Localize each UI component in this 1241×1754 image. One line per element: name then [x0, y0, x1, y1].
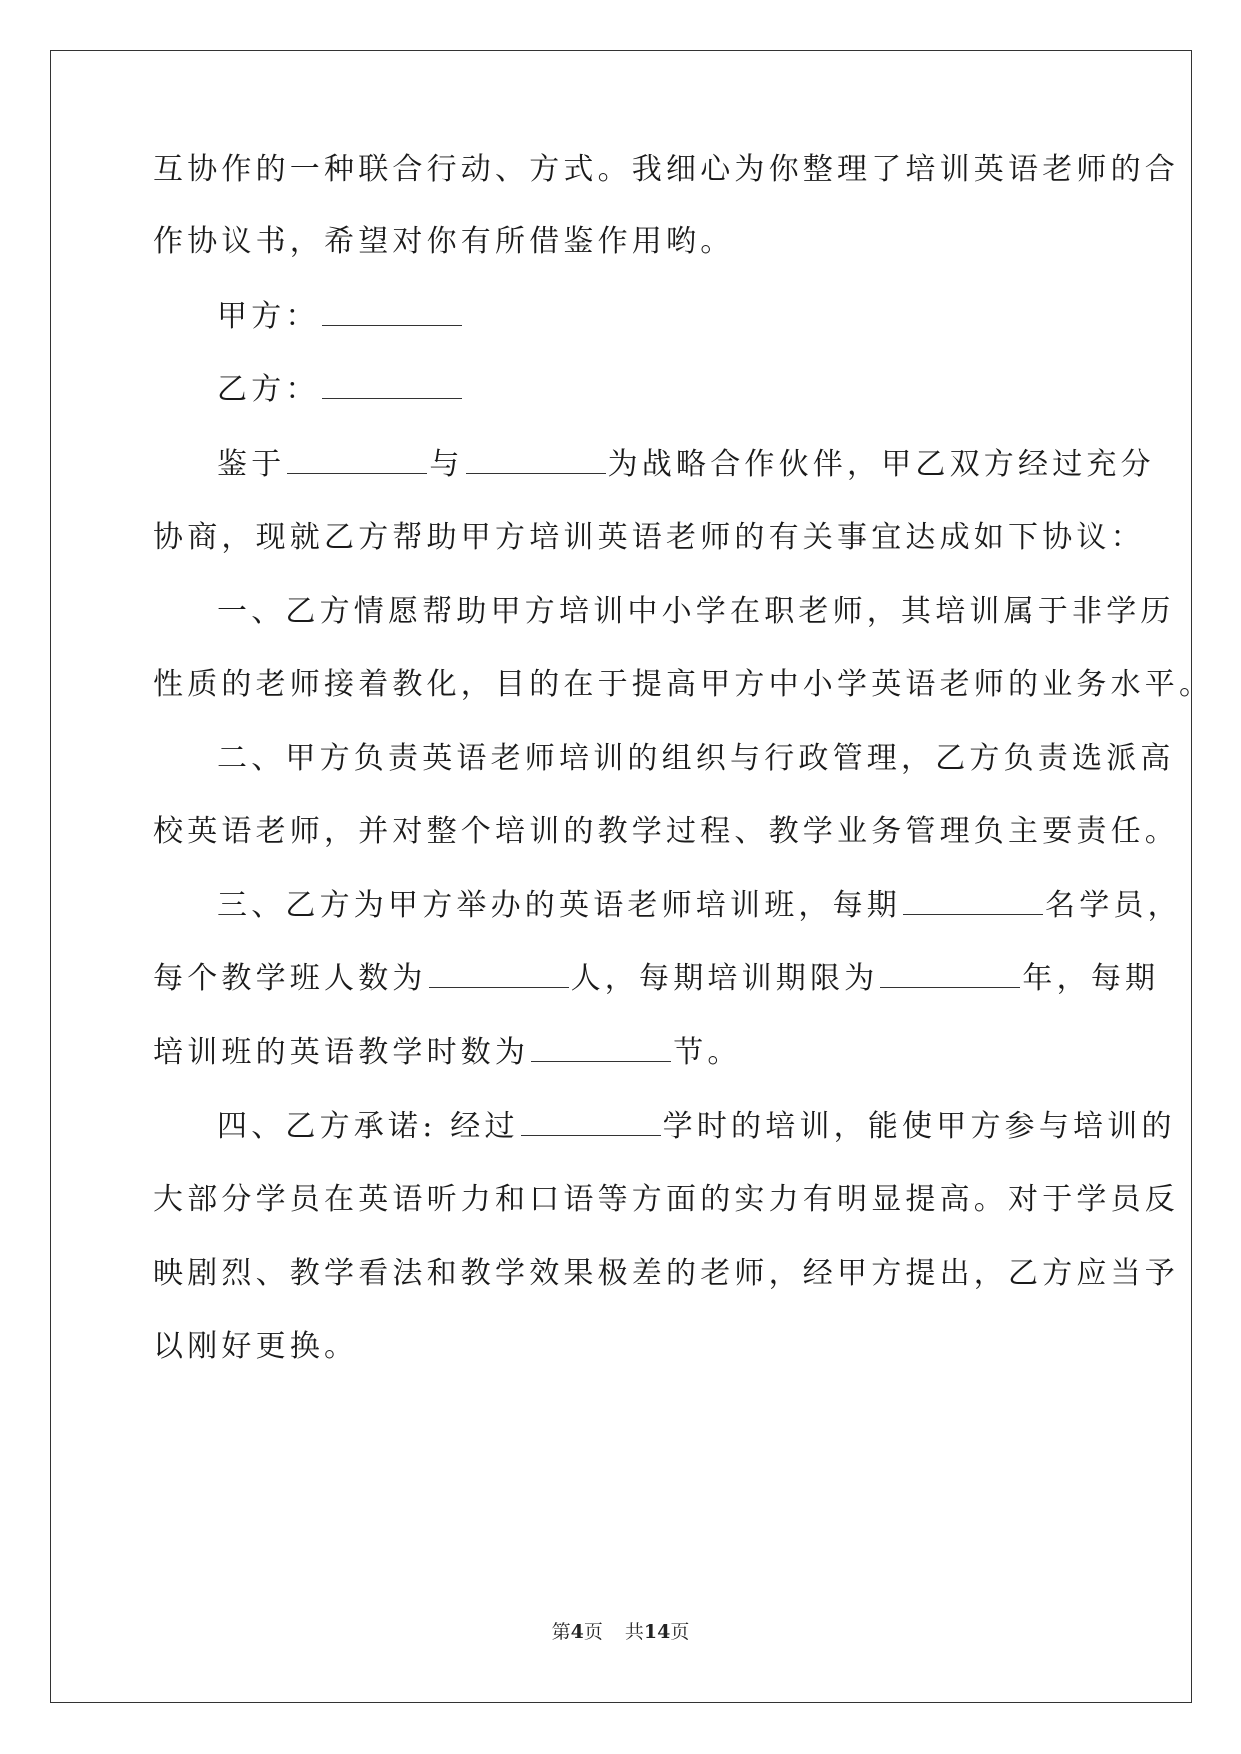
paragraph-line	[153, 1327, 358, 1367]
total-suffix: 页	[670, 1621, 690, 1643]
page-suffix: 页	[583, 1621, 603, 1643]
line-text: 年，每期	[1022, 961, 1160, 996]
paragraph-line	[153, 812, 1179, 852]
line-text: 大部分学员在英语听力和口语等方面的实力有明显提高。对于学员反	[153, 1182, 1179, 1217]
party-a-line	[217, 297, 464, 337]
paragraph-line	[153, 1180, 1179, 1220]
fill-blank	[903, 890, 1043, 915]
clause-1-line	[217, 592, 1175, 632]
line-text: 互协作的一种联合行动、方式。我细心为你整理了培训英语老师的合	[153, 152, 1179, 187]
paragraph-line	[153, 518, 1145, 558]
line-text: 性质的老师接着教化，目的在于提高甲方中小学英语老师的业务水平。	[153, 667, 1214, 702]
paragraph-line	[153, 665, 1213, 705]
total-prefix: 共	[624, 1621, 644, 1643]
clause-2-line	[217, 739, 1175, 779]
line-text: 人，每期培训期限为	[570, 961, 879, 996]
line-text: 作协议书，希望对你有所借鉴作用哟。	[153, 224, 735, 259]
paragraph-line	[153, 222, 734, 262]
line-text: 每个教学班人数为	[153, 961, 427, 996]
party-b-blank	[322, 374, 462, 399]
line-text: 映剧烈、教学看法和教学效果极差的老师，经甲方提出，乙方应当予	[153, 1256, 1179, 1291]
paragraph-line	[153, 1033, 742, 1073]
fill-blank	[521, 1111, 661, 1136]
line-text: 一、乙方情愿帮助甲方培训中小学在职老师，其培训属于非学历	[217, 594, 1175, 629]
fill-blank	[429, 963, 569, 988]
paragraph-line	[217, 445, 1155, 485]
clause-3-line	[217, 886, 1182, 926]
clause-4-line	[217, 1107, 1176, 1147]
party-a-blank	[322, 301, 462, 326]
line-text: 名学员，	[1045, 888, 1182, 923]
line-text: 校英语老师，并对整个培训的教学过程、教学业务管理负主要责任。	[153, 814, 1179, 849]
party-a-label: 甲方：	[217, 299, 320, 334]
fill-blank	[531, 1037, 671, 1062]
line-text: 三、乙方为甲方举办的英语老师培训班，每期	[217, 888, 901, 923]
page-total	[625, 1621, 689, 1643]
page-number	[552, 1621, 603, 1643]
line-text: 四、乙方承诺: 经过	[217, 1109, 519, 1144]
party-b-label: 乙方：	[217, 372, 320, 407]
line-text: 以刚好更换。	[153, 1329, 359, 1364]
paragraph-line	[153, 959, 1159, 999]
line-text: 节。	[673, 1035, 742, 1070]
current-page: 4	[570, 1621, 584, 1643]
line-text: 协商，现就乙方帮助甲方培训英语老师的有关事宜达成如下协议：	[153, 520, 1145, 555]
fill-blank	[287, 449, 427, 474]
fill-blank	[466, 449, 606, 474]
line-text: 二、甲方负责英语老师培训的组织与行政管理，乙方负责选派高	[217, 741, 1175, 776]
line-text: 鉴于	[217, 447, 286, 482]
line-text: 为战略合作伙伴，甲乙双方经过充分	[607, 447, 1155, 482]
total-pages: 14	[643, 1621, 671, 1643]
paragraph-line	[153, 1254, 1179, 1294]
page-prefix: 第	[551, 1621, 571, 1643]
party-b-line	[217, 370, 464, 410]
fill-blank	[880, 963, 1020, 988]
paragraph-line	[153, 150, 1179, 190]
page-footer	[0, 1620, 1241, 1644]
line-text: 学时的培训，能使甲方参与培训的	[662, 1109, 1176, 1144]
line-text: 与	[429, 447, 464, 482]
line-text: 培训班的英语教学时数为	[153, 1035, 530, 1070]
